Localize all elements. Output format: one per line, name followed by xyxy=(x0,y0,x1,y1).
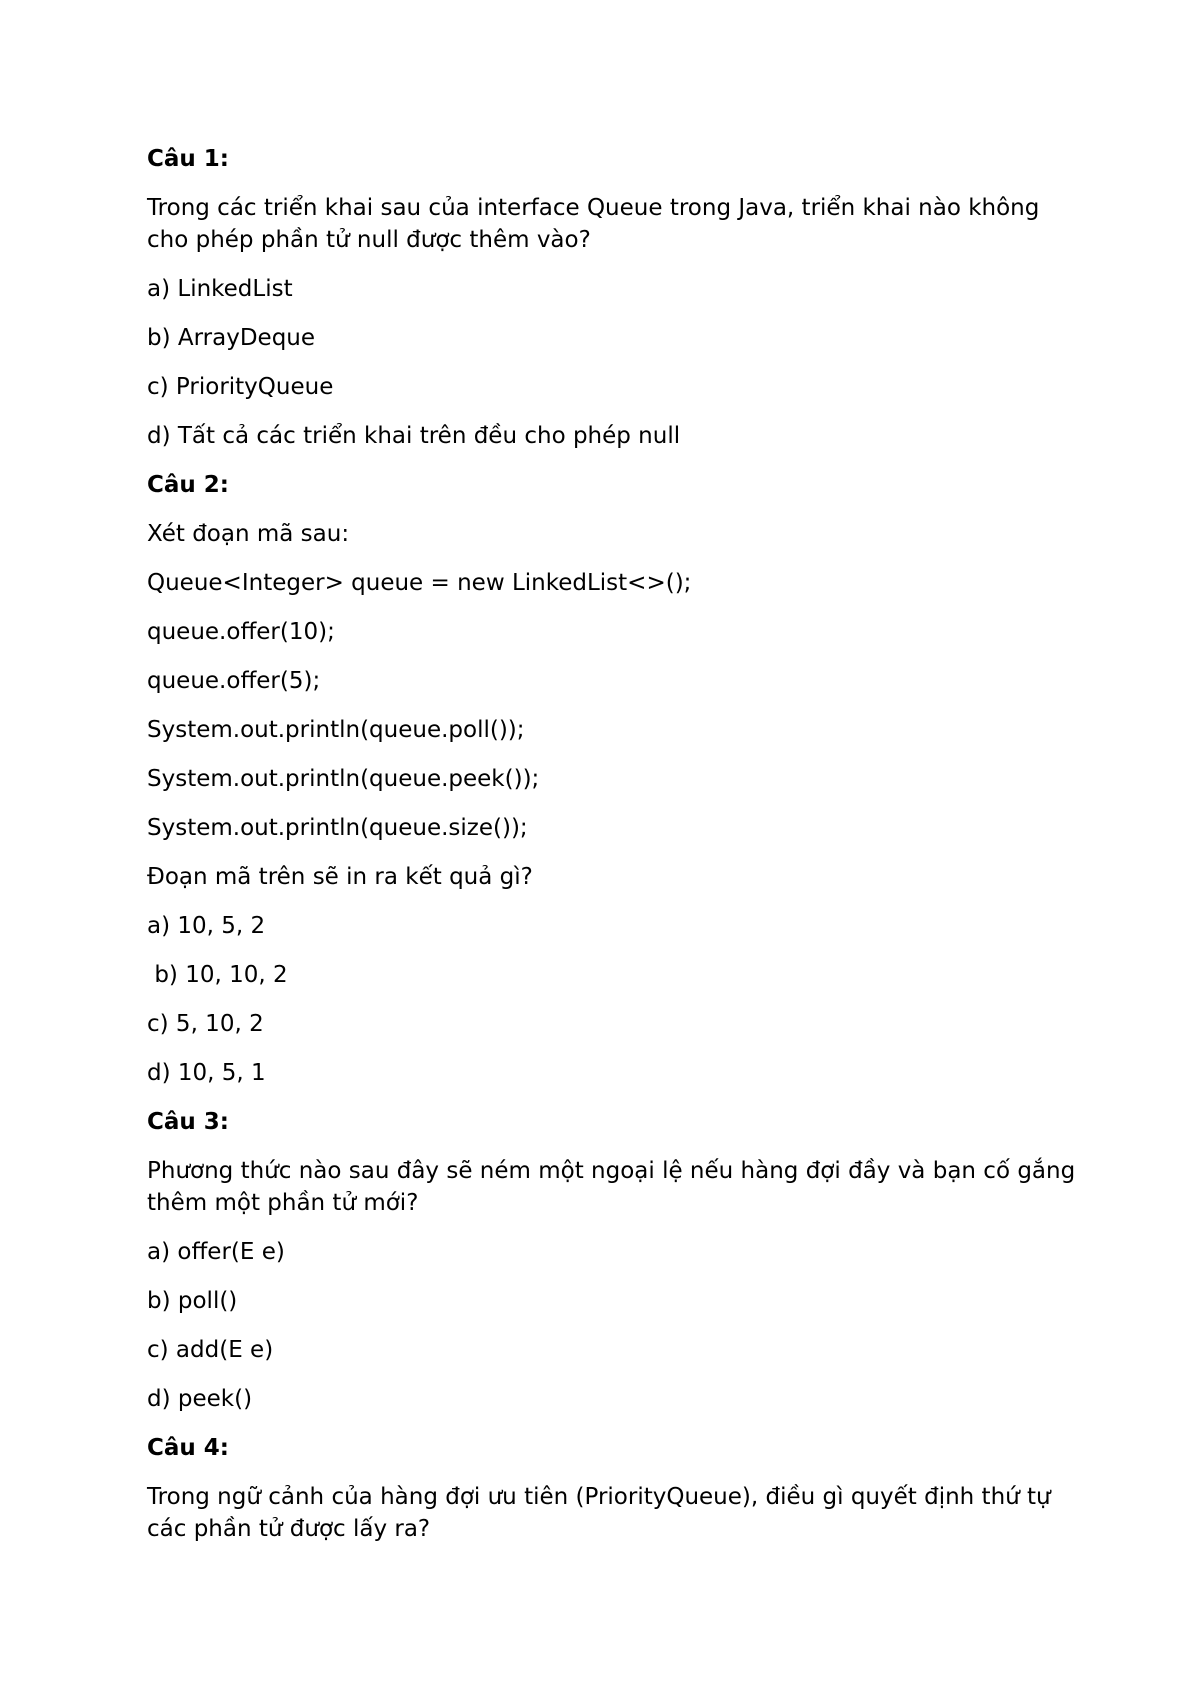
answer-option: b) ArrayDeque xyxy=(147,325,316,351)
code-line: queue.offer(5); xyxy=(147,668,321,694)
code-line: System.out.println(queue.peek()); xyxy=(147,766,540,792)
code-line: Queue<Integer> queue = new LinkedList<>(); xyxy=(147,570,692,596)
code-line: System.out.println(queue.poll()); xyxy=(147,717,525,743)
answer-option: a) offer(E e) xyxy=(147,1239,285,1265)
answer-option: d) peek() xyxy=(147,1386,253,1412)
document-content xyxy=(147,143,1083,1562)
question-title: Câu 1: xyxy=(147,146,229,172)
answer-option: b) poll() xyxy=(147,1288,238,1314)
question-3 xyxy=(147,1106,1083,1415)
answer-option: c) 5, 10, 2 xyxy=(147,1011,264,1037)
answer-option: c) add(E e) xyxy=(147,1337,274,1363)
question-prompt: Phương thức nào sau đây sẽ ném một ngoại lệ nếu hàng đợi đầy và bạn cố gắng thêm một phần tử mới? xyxy=(147,1158,1083,1216)
question-2 xyxy=(147,469,1077,1089)
answer-option: a) 10, 5, 2 xyxy=(147,913,266,939)
answer-option: b) 10, 10, 2 xyxy=(147,962,288,988)
question-4 xyxy=(147,1432,1077,1545)
question-prompt: Trong các triển khai sau của interface Queue trong Java, triển khai nào không cho phép phần tử null được thêm vào? xyxy=(147,195,1047,253)
question-prompt: Đoạn mã trên sẽ in ra kết quả gì? xyxy=(147,864,533,890)
answer-option: d) Tất cả các triển khai trên đều cho phép null xyxy=(147,423,681,449)
question-1 xyxy=(147,143,1077,452)
question-title: Câu 4: xyxy=(147,1435,229,1461)
question-title: Câu 2: xyxy=(147,472,229,498)
code-line: System.out.println(queue.size()); xyxy=(147,815,528,841)
question-prompt: Trong ngữ cảnh của hàng đợi ưu tiên (PriorityQueue), điều gì quyết định thứ tự các phần tử được lấy ra? xyxy=(147,1484,1058,1542)
answer-option: d) 10, 5, 1 xyxy=(147,1060,266,1086)
question-title: Câu 3: xyxy=(147,1109,229,1135)
code-line: queue.offer(10); xyxy=(147,619,335,645)
answer-option: a) LinkedList xyxy=(147,276,293,302)
question-prompt: Xét đoạn mã sau: xyxy=(147,521,350,547)
answer-option: c) PriorityQueue xyxy=(147,374,334,400)
